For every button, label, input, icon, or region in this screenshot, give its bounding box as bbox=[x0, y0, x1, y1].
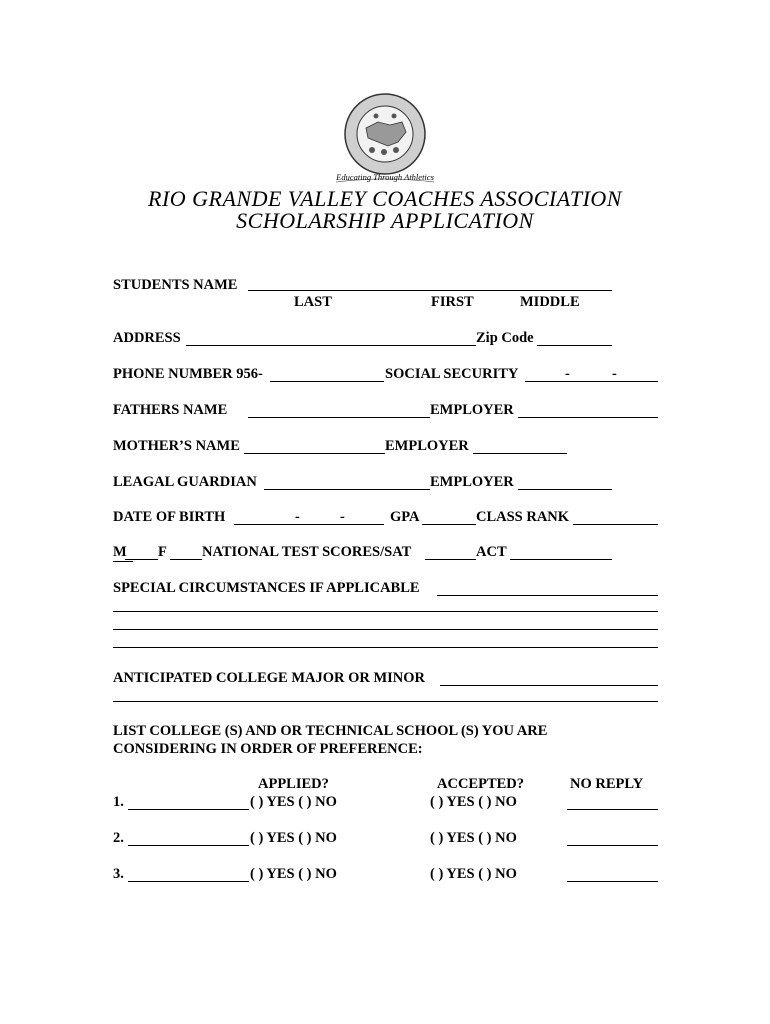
special-circumstances-label: SPECIAL CIRCUMSTANCES IF APPLICABLE bbox=[113, 580, 420, 596]
class-rank-label: CLASS RANK bbox=[476, 509, 570, 525]
phone-label: PHONE NUMBER 956- bbox=[113, 366, 263, 382]
students-name-field[interactable] bbox=[248, 290, 612, 291]
address-field[interactable] bbox=[186, 345, 476, 346]
national-test-label: NATIONAL TEST SCORES/SAT bbox=[202, 544, 412, 560]
special-circumstances-field[interactable] bbox=[437, 595, 658, 596]
form-title: RIO GRANDE VALLEY COACHES ASSOCIATION bbox=[148, 186, 622, 211]
mothers-name-field[interactable] bbox=[244, 453, 385, 454]
special-circumstances-line-4[interactable] bbox=[113, 647, 658, 648]
ssn-dash-1: - bbox=[565, 366, 570, 382]
act-label: ACT bbox=[476, 544, 507, 560]
dob-dash-2: - bbox=[340, 509, 345, 525]
college-row-1-accepted[interactable]: ( ) YES ( ) NO bbox=[430, 794, 517, 810]
class-rank-field[interactable] bbox=[573, 524, 658, 525]
guardian-employer-field[interactable] bbox=[518, 489, 612, 490]
college-row-1-no-reply-field[interactable] bbox=[567, 809, 658, 810]
address-label: ADDRESS bbox=[113, 330, 181, 346]
first-label: FIRST bbox=[431, 294, 474, 310]
gpa-field[interactable] bbox=[422, 524, 476, 525]
college-row-2-number: 2. bbox=[113, 830, 124, 846]
guardian-field[interactable] bbox=[264, 489, 430, 490]
major-line-2[interactable] bbox=[113, 701, 658, 702]
ssn-dash-2: - bbox=[612, 366, 617, 382]
college-row-2-accepted[interactable]: ( ) YES ( ) NO bbox=[430, 830, 517, 846]
fathers-name-field[interactable] bbox=[248, 417, 430, 418]
mothers-name-label: MOTHER’S NAME bbox=[113, 438, 240, 454]
mothers-employer-field[interactable] bbox=[473, 453, 567, 454]
college-row-2-name-field[interactable] bbox=[128, 845, 249, 846]
college-row-3-name-field[interactable] bbox=[128, 881, 249, 882]
college-row-3-no-reply-field[interactable] bbox=[567, 881, 658, 882]
college-row-2-applied[interactable]: ( ) YES ( ) NO bbox=[250, 830, 337, 846]
gender-m-field[interactable] bbox=[125, 559, 158, 560]
phone-field[interactable] bbox=[270, 381, 384, 382]
college-row-2-no-reply-field[interactable] bbox=[567, 845, 658, 846]
logo-motto: Educating Through Athletics bbox=[336, 172, 434, 182]
college-row-3-applied[interactable]: ( ) YES ( ) NO bbox=[250, 866, 337, 882]
fathers-name-label: FATHERS NAME bbox=[113, 402, 228, 418]
dob-label: DATE OF BIRTH bbox=[113, 509, 226, 525]
mothers-employer-label: EMPLOYER bbox=[385, 438, 469, 454]
college-row-1-applied[interactable]: ( ) YES ( ) NO bbox=[250, 794, 337, 810]
dob-field[interactable] bbox=[234, 524, 384, 525]
major-label: ANTICIPATED COLLEGE MAJOR OR MINOR bbox=[113, 670, 426, 686]
special-circumstances-line-3[interactable] bbox=[113, 629, 658, 630]
guardian-label: LEAGAL GUARDIAN bbox=[113, 474, 257, 490]
colleges-instruction-line-2: CONSIDERING IN ORDER OF PREFERENCE: bbox=[113, 741, 423, 757]
dob-dash-1: - bbox=[295, 509, 300, 525]
college-row-1-name-field[interactable] bbox=[128, 809, 249, 810]
gender-f-field[interactable] bbox=[170, 559, 202, 560]
students-name-label: STUDENTS NAME bbox=[113, 277, 238, 293]
act-field[interactable] bbox=[510, 559, 612, 560]
college-row-1-number: 1. bbox=[113, 794, 124, 810]
gender-f-option[interactable]: F bbox=[158, 544, 167, 560]
special-circumstances-line-2[interactable] bbox=[113, 611, 658, 612]
accepted-column-header: ACCEPTED? bbox=[437, 776, 525, 792]
guardian-employer-label: EMPLOYER bbox=[430, 474, 514, 490]
form-subtitle: SCHOLARSHIP APPLICATION bbox=[236, 208, 534, 233]
zip-label: Zip Code bbox=[476, 330, 534, 346]
fathers-employer-field[interactable] bbox=[518, 417, 658, 418]
gpa-label: GPA bbox=[390, 509, 420, 525]
ssn-field[interactable] bbox=[525, 381, 658, 382]
major-field[interactable] bbox=[440, 685, 658, 686]
last-label: LAST bbox=[294, 294, 332, 310]
colleges-instruction-line-1: LIST COLLEGE (S) AND OR TECHNICAL SCHOOL (S) YOU ARE bbox=[113, 723, 548, 739]
sat-field[interactable] bbox=[425, 559, 476, 560]
zip-field[interactable] bbox=[537, 345, 612, 346]
gender-m-option[interactable]: M bbox=[113, 544, 133, 562]
ssn-label: SOCIAL SECURITY bbox=[385, 366, 519, 382]
applied-column-header: APPLIED? bbox=[258, 776, 329, 792]
college-row-3-accepted[interactable]: ( ) YES ( ) NO bbox=[430, 866, 517, 882]
college-row-3-number: 3. bbox=[113, 866, 124, 882]
middle-label: MIDDLE bbox=[520, 294, 580, 310]
no-reply-column-header: NO REPLY bbox=[570, 776, 644, 792]
fathers-employer-label: EMPLOYER bbox=[430, 402, 514, 418]
association-logo bbox=[328, 92, 442, 186]
